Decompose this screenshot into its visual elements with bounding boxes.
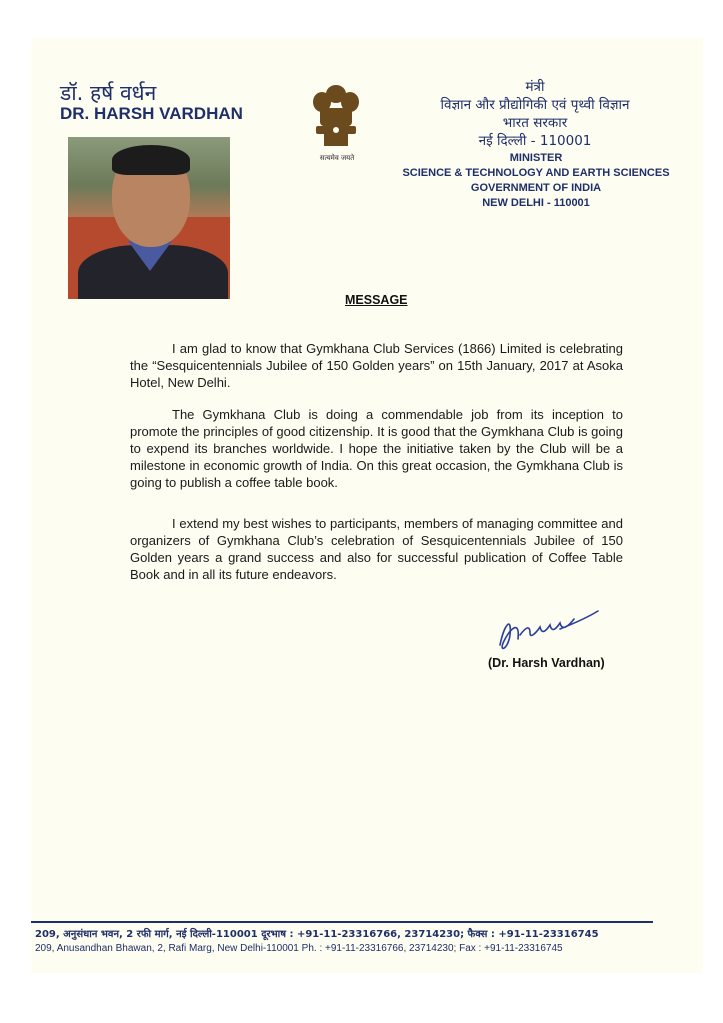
message-paragraph: I extend my best wishes to participants, members of managing committee and organizers of Gymkhana Club’s celebration of Sesquicentennials Jubilee of 150 Golden years a grand success and also for successful publication of Coffee Table Book and in all its future endeavors. (130, 516, 623, 582)
hindi-line: विज्ञान और प्रौद्योगिकी एवं पृथ्वी विज्ञान (440, 97, 630, 113)
footer-address-english: 209, Anusandhan Bhawan, 2, Rafi Marg, New Delhi-110001 Ph. : +91-11-23316766, 23714230; Fax : +91-11-23316745 (35, 943, 563, 954)
office-title-english (396, 151, 676, 211)
footer-divider (31, 921, 653, 923)
message-paragraph: I am glad to know that Gymkhana Club Services (1866) Limited is celebrating the “Sesquicentennials Jubilee of 150 Golden years” on 15th January, 2017 at Asoka Hotel, New Delhi. (130, 341, 623, 390)
english-line: GOVERNMENT OF INDIA (470, 182, 602, 194)
message-paragraph: The Gymkhana Club is doing a commendable job from its inception to promote the principles of good citizenship. It is good that the Gymkhana Club is going to expend its branches worldwide. I hope the initiative taken by the Club will be a milestone in economic growth of India. On this great occasion, the Gymkhana Club is going to publish a coffee table book. (130, 407, 623, 490)
english-line: MINISTER (509, 152, 563, 164)
name-hindi: डॉ. हर्ष वर्धन (60, 81, 157, 105)
signatory-name: (Dr. Harsh Vardhan) (488, 656, 605, 670)
english-line: SCIENCE & TECHNOLOGY AND EARTH SCIENCES (402, 167, 670, 179)
portrait-photo (68, 137, 230, 299)
message-heading: MESSAGE (345, 293, 408, 307)
english-line: NEW DELHI - 110001 (482, 197, 590, 209)
national-emblem-icon (310, 80, 362, 152)
office-title-hindi (400, 78, 670, 150)
hindi-line: मंत्री (525, 79, 545, 95)
emblem-motto: सत्यमेव जयते (319, 154, 355, 162)
hindi-line: नई दिल्ली - 110001 (478, 133, 592, 149)
footer-address-hindi: 209, अनुसंधान भवन, 2 रफी मार्ग, नई दिल्ली-110001 दूरभाष : +91-11-23316766, 23714230; फैक्स : +91-11-23316745 (35, 929, 599, 940)
hindi-line: भारत सरकार (502, 115, 568, 131)
handwritten-signature (490, 605, 610, 657)
name-english: DR. HARSH VARDHAN (60, 104, 243, 123)
